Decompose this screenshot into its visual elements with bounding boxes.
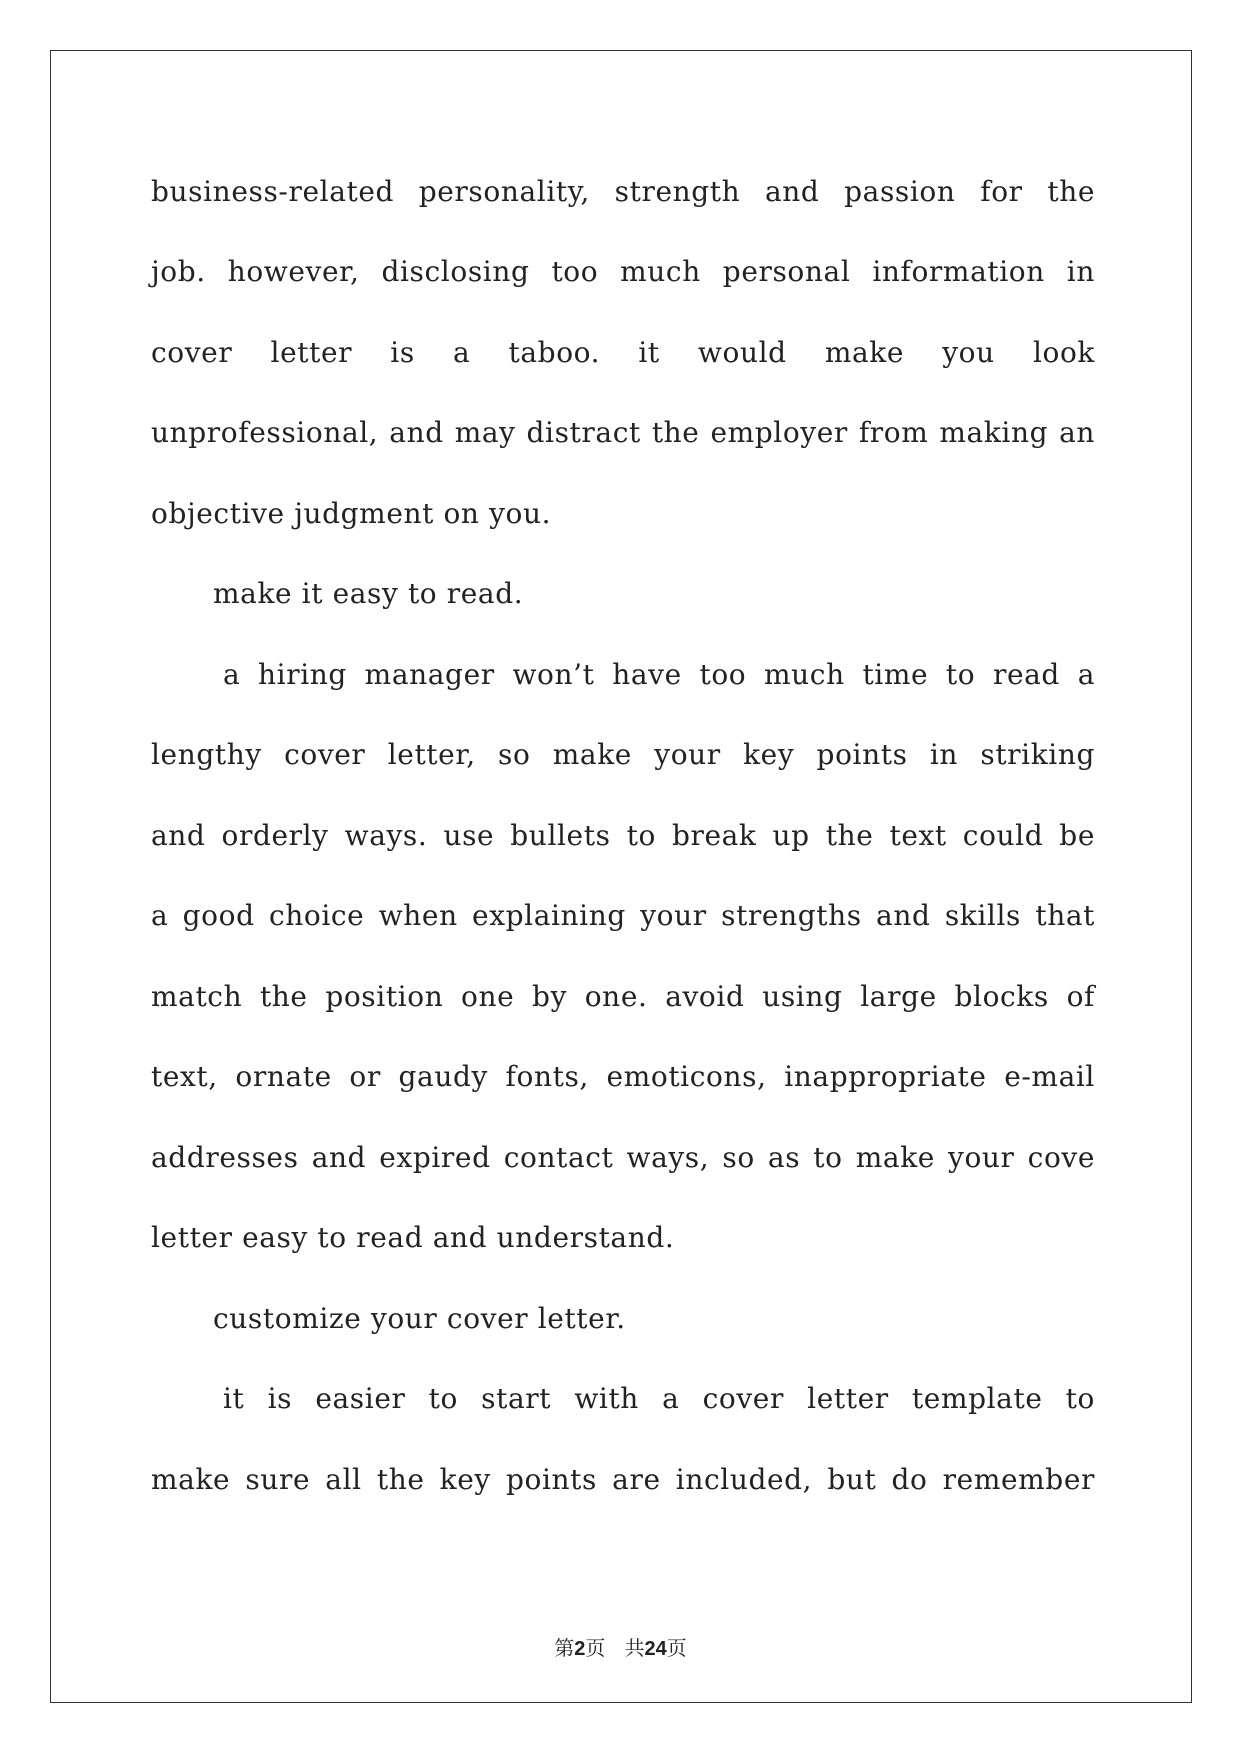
page-suffix: 页 [585,1636,606,1660]
section-heading: make it easy to read. [213,577,524,610]
text-line: letter easy to read and understand. [151,1221,675,1254]
page-border [50,50,1192,1703]
text-line: cover letter is a taboo. it would make you look [151,336,1095,369]
text-line: make sure all the key points are included, but do remember [151,1463,1095,1496]
text-line: lengthy cover letter, so make your key points in striking [151,738,1095,771]
text-line: a hiring manager won’t have too much time to read a [223,658,1095,691]
text-line: a good choice when explaining your strengths and skills that [151,899,1095,932]
text-line: text, ornate or gaudy fonts, emoticons, inappropriate e-mail [151,1060,1095,1093]
total-suffix: 页 [666,1636,687,1660]
section-heading: customize your cover letter. [213,1302,626,1335]
page-number: 2 [574,1638,586,1660]
total-prefix: 共 [624,1636,645,1660]
text-line: unprofessional, and may distract the employer from making an [151,416,1095,449]
text-line: match the position one by one. avoid using large blocks of [151,980,1095,1013]
page-prefix: 第 [554,1636,575,1660]
text-line: and orderly ways. use bullets to break up the text could be [151,819,1095,852]
text-line: business-related personality, strength and passion for the [151,175,1095,208]
total-pages: 24 [644,1638,667,1660]
text-line: objective judgment on you. [151,497,552,530]
page-footer [0,1632,1241,1661]
text-line: job. however, disclosing too much personal information in [151,255,1095,288]
text-line: addresses and expired contact ways, so as to make your cove [151,1141,1095,1174]
text-line: it is easier to start with a cover letter template to [223,1382,1095,1415]
